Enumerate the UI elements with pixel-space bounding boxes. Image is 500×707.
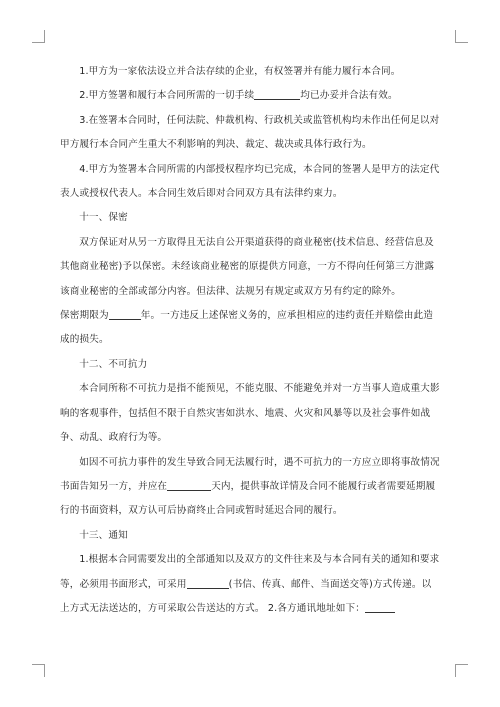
notice-text-start: 如因不可抗力事件的发生导致合同无法履行时，遇不可抗力的一方应立即将事故情况书面告知另一方，并应在 bbox=[60, 456, 440, 492]
force-majeure-definition: 本合同所称不可抗力是指不能预见，不能克服、不能避免并对一方当事人造成重大影响的客观事件，包括但不限于自然灾害如洪水、地震、火灾和风暴等以及社会事件如战争、动乱、政府行为等。 bbox=[60, 383, 440, 444]
clause-3: 3.在签署本合同时，任何法院、仲裁机构、行政机关或监管机构均未作出任何足以对甲方履行本合同产生重大不利影响的判决、裁定、裁决或具体行政行为。 bbox=[60, 114, 440, 151]
force-majeure-notice bbox=[60, 451, 440, 524]
section-heading-force-majeure: 十二、不可抗力 bbox=[79, 358, 148, 370]
fill-in-blank[interactable] bbox=[365, 600, 395, 613]
section-heading-notice: 十三、通知 bbox=[79, 529, 128, 541]
section-heading-confidentiality: 十一、保密 bbox=[79, 212, 128, 224]
term-text-end: 年。一方违反上述保密义务的，应承担相应的违约责任并赔偿由此造成的损失。 bbox=[60, 310, 434, 346]
contract-body bbox=[60, 60, 440, 621]
clause-2-text-end: 均已办妥并合法有效。 bbox=[300, 90, 398, 102]
notice-clause-text-start: 1.根据本合同需要发出的全部通知以及双方的文件往来及与本合同有关的通知和要求等，必须用书面形式，可采用 bbox=[60, 554, 440, 590]
clause-2 bbox=[60, 84, 440, 108]
notice-clause-text-mid: (书信、传真、邮件、当面送交等)方式传递。以上方式无法送达的，方可采取公告送达的方式。 2.各方通讯地址如下： bbox=[60, 578, 432, 614]
notice-text-end: 天内，提供事故详情及合同不能履行或者需要延期履行的书面资料，双方认可后协商终止合同或暂时延迟合同的履行。 bbox=[60, 480, 436, 517]
confidentiality-term-paragraph bbox=[60, 304, 440, 353]
fill-in-blank[interactable] bbox=[187, 576, 229, 589]
crop-mark-bottom-left bbox=[32, 664, 45, 677]
notice-clause-1 bbox=[60, 548, 440, 621]
crop-mark-top-right bbox=[455, 30, 468, 43]
confidentiality-paragraph: 双方保证对从另一方取得且无法自公开渠道获得的商业秘密(技术信息、经营信息及其他商业秘密)予以保密。未经该商业秘密的原提供方同意，一方不得向任何第三方泄露该商业秘密的全部或部分内容。但法律、法规另有规定或双方另有约定的除外。 bbox=[60, 236, 435, 297]
fill-in-blank[interactable] bbox=[109, 307, 141, 320]
clause-1: 1.甲方为一家依法设立并合法存续的企业，有权签署并有能力履行本合同。 bbox=[79, 66, 401, 77]
fill-in-blank[interactable] bbox=[167, 478, 211, 491]
fill-in-blank[interactable] bbox=[254, 87, 300, 100]
term-text-start: 保密期限为 bbox=[60, 310, 109, 322]
crop-mark-top-left bbox=[32, 30, 45, 43]
clause-4: 4.甲方为签署本合同所需的内部授权程序均已完成，本合同的签署人是甲方的法定代表人或授权代表人。本合同生效后即对合同双方具有法律约束力。 bbox=[60, 163, 440, 200]
crop-mark-bottom-right bbox=[455, 664, 468, 677]
clause-2-text-start: 2.甲方签署和履行本合同所需的一切手续 bbox=[79, 90, 255, 102]
